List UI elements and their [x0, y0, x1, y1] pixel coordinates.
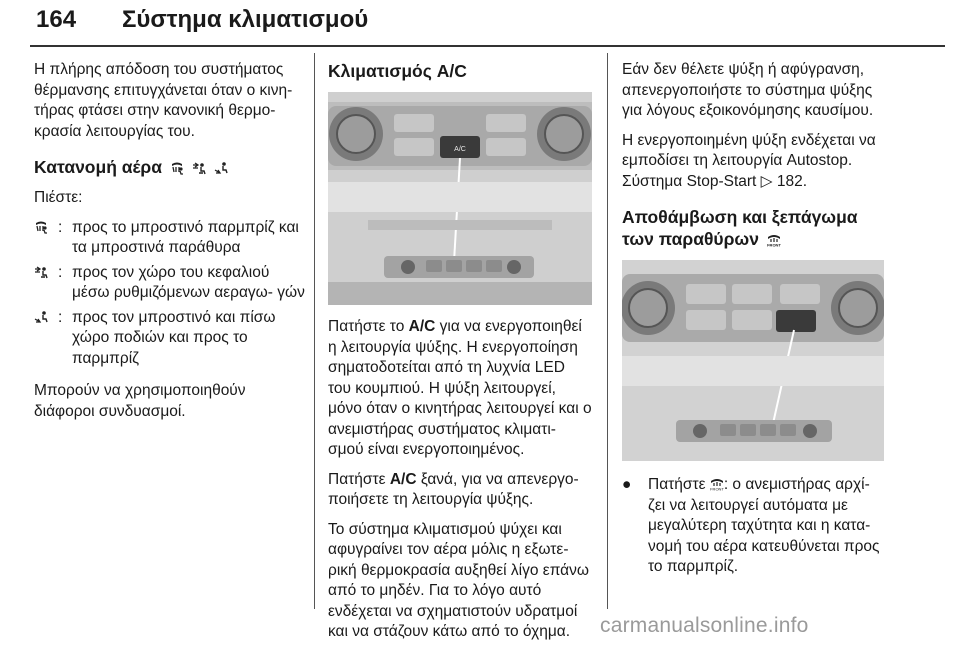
column-divider-2 [607, 53, 608, 609]
vent-face-icon [192, 161, 206, 175]
list-item [34, 263, 306, 304]
list-item-text: προς το μπροστινό παρμπρίζ και τα μπροστινά παράθυρα [72, 218, 299, 256]
column-divider-1 [314, 53, 315, 609]
defrost-bullet-text: Πατήστε : ο ανεμιστήρας αρχί- ζει να λειτουργεί αυτόματα με μεγαλύτερη ταχύτητα και η κατα- νομή του αέρα κατευθύνεται προς το παρμπρίζ. [648, 476, 880, 575]
cooling-off-paragraph: Εάν δεν θέλετε ψύξη ή αφύγρανση, απενεργοποιήστε το σύστημα ψύξης για λόγους εξοικονόμησης καυσίμου. [622, 61, 874, 119]
autostop-paragraph: Η ενεργοποιημένη ψύξη ενδέχεται να εμποδίσει τη λειτουργία Autostop. Σύστημα Stop-Start ▷ 182. [622, 131, 876, 190]
list-item [34, 218, 306, 259]
ac-paragraph-3: Το σύστημα κλιματισμού ψύχει και αφυγραίνει τον αέρα μόλις η εξωτε- ρική θερμοκρασία αυξηθεί λίγο επάνω από το μηδέν. Για το λόγο αυτό ενδέχεται να σχηματιστούν υδρατμοί και να στάζουν κάτω από το όχημα. [328, 520, 589, 640]
front-defrost-icon [767, 233, 781, 247]
defrost-windscreen-icon [170, 161, 184, 175]
page-reference-link[interactable]: 182 [776, 172, 803, 190]
column-3 [622, 60, 884, 578]
bullet-dot: ● [622, 476, 632, 493]
vent-feet-icon [214, 161, 228, 175]
defrost-control-panel-photo [622, 260, 884, 461]
watermark: carmanualsonline.info [600, 614, 809, 637]
vent-feet-icon [34, 310, 48, 324]
defrost-bullet [622, 475, 884, 578]
ac-heading: Κλιματισμός A/C [328, 61, 467, 81]
header-rule [30, 45, 945, 47]
list-item-text: προς τον χώρο του κεφαλιού μέσω ρυθμιζόμενων αεραγω- γών [72, 263, 305, 301]
outro-paragraph: Μπορούν να χρησιμοποιηθούν διάφοροι συνδυασμοί. [34, 382, 246, 420]
ac-button-label: A/C [454, 146, 466, 153]
defrost-heading-text: Αποθάμβωση και ξεπάγωμα των παραθύρων [622, 207, 858, 249]
page-header [30, 6, 945, 46]
column-2 [328, 60, 592, 652]
ac-control-panel-photo [328, 92, 592, 305]
air-distribution-heading [34, 156, 306, 178]
list-item-text: προς τον μπροστινό και πίσω χώρο ποδιών και προς το παρμπρίζ [72, 308, 276, 367]
defrost-heading [622, 206, 884, 250]
ac-paragraph-1: Πατήστε το A/C για να ενεργοποιηθεί η λειτουργία ψύξης. Η ενεργοποίηση σηματοδοτείται από τη λυχνία LED του κουμπιού. Η ψύξη λειτουργεί, μόνο όταν ο κινητήρας λειτουργεί και ο ανεμιστήρας συστήματος κλιματι- σμού είναι ενεργοποιημένος. [328, 318, 592, 458]
ac-paragraph-2: Πατήστε A/C ξανά, για να απενεργο- ποιήσετε τη λειτουργία ψύξης. [328, 470, 579, 508]
intro-paragraph: Η πλήρης απόδοση του συστήματος θέρμανσης επιτυγχάνεται όταν ο κινη- τήρας φτάσει στην κανονική θερμο- κρασία λειτουργίας του. [34, 61, 293, 140]
air-distribution-list [34, 218, 306, 370]
air-distribution-heading-text: Κατανομή αέρα [34, 157, 162, 177]
column-1 [34, 60, 306, 431]
defrost-windscreen-icon [34, 220, 48, 234]
list-item [34, 308, 306, 370]
page-reference-arrow-icon: ▷ [760, 172, 773, 190]
ac-keyword: A/C [408, 318, 436, 335]
vent-face-icon [34, 265, 48, 279]
press-label: Πιέστε: [34, 189, 83, 206]
front-defrost-icon [710, 477, 724, 491]
colon: : [58, 218, 63, 236]
page-number: 164 [36, 6, 77, 33]
page-title: Σύστημα κλιματισμού [122, 6, 369, 33]
ac-keyword: A/C [389, 470, 417, 488]
colon: : [58, 263, 63, 281]
colon: : [58, 308, 63, 326]
